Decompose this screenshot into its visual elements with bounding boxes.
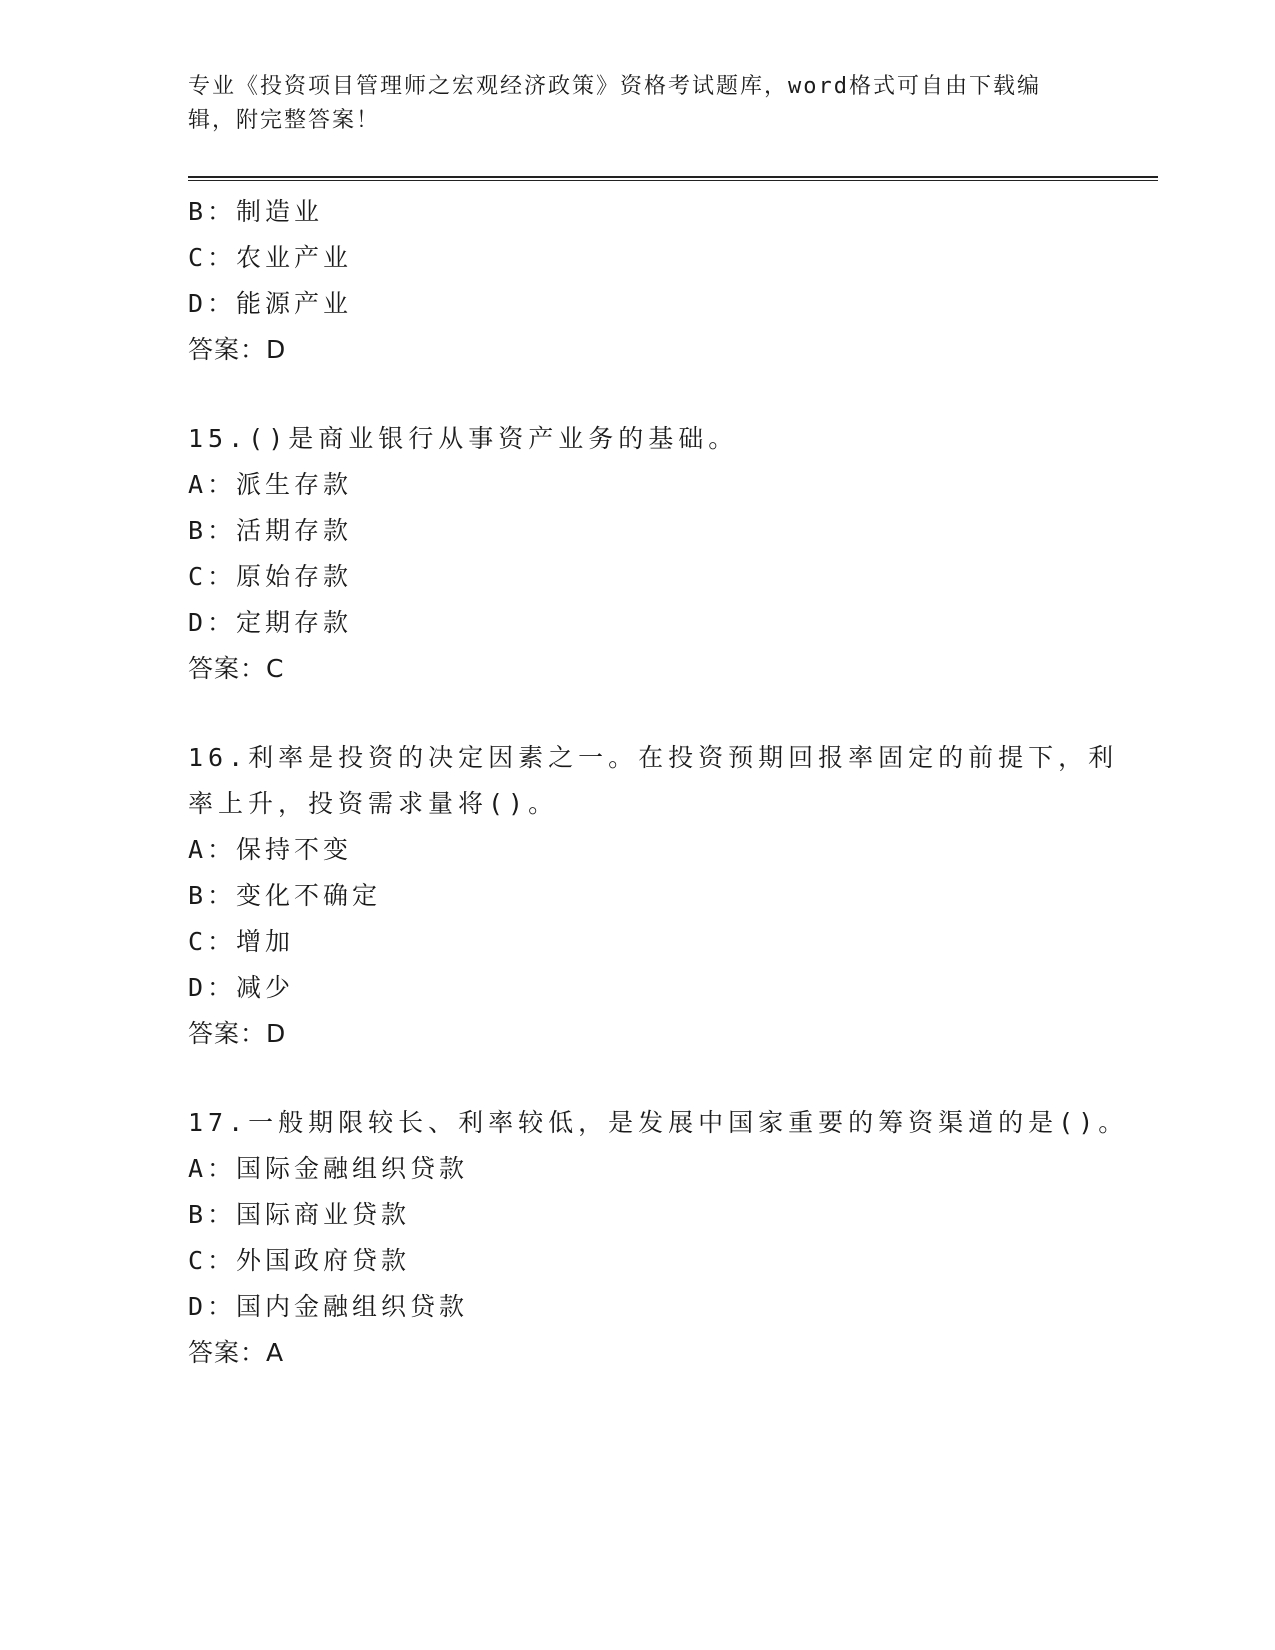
question-stem-line-2: 率上升，投资需求量将()。 bbox=[188, 789, 559, 818]
question-stem: 15.()是商业银行从事资产业务的基础。 bbox=[188, 424, 739, 453]
question-15 bbox=[188, 416, 1118, 692]
question-stem-line-1: 16.利率是投资的决定因素之一。在投资预期回报率固定的前提下，利 bbox=[188, 743, 1119, 772]
option-b: B：国际商业贷款 bbox=[188, 1200, 411, 1229]
option-c: C：农业产业 bbox=[188, 243, 353, 272]
answer-line: 答案：D bbox=[188, 1019, 287, 1048]
option-d: D：减少 bbox=[188, 973, 295, 1002]
header-line-1: 专业《投资项目管理师之宏观经济政策》资格考试题库，word格式可自由下载编 bbox=[188, 74, 1041, 99]
option-c: C：外国政府贷款 bbox=[188, 1246, 411, 1275]
question-list bbox=[188, 189, 1129, 1376]
option-d: D：国内金融组织贷款 bbox=[188, 1292, 469, 1321]
option-a: A：国际金融组织贷款 bbox=[188, 1154, 469, 1183]
option-b: B：活期存款 bbox=[188, 516, 353, 545]
question-stem: 17.一般期限较长、利率较低，是发展中国家重要的筹资渠道的是()。 bbox=[188, 1108, 1129, 1137]
option-a: A：保持不变 bbox=[188, 835, 353, 864]
answer-line: 答案：D bbox=[188, 335, 287, 364]
prev-question-block bbox=[188, 189, 1118, 373]
option-b: B：制造业 bbox=[188, 197, 324, 226]
header-line-2: 辑，附完整答案！ bbox=[188, 108, 381, 133]
option-d: D：定期存款 bbox=[188, 608, 353, 637]
question-16 bbox=[188, 735, 1118, 1057]
option-c: C：原始存款 bbox=[188, 562, 353, 591]
question-17 bbox=[188, 1100, 1129, 1376]
header-divider bbox=[188, 176, 1158, 181]
page-header bbox=[188, 70, 1088, 138]
option-a: A：派生存款 bbox=[188, 470, 353, 499]
option-c: C：增加 bbox=[188, 927, 295, 956]
option-d: D：能源产业 bbox=[188, 289, 353, 318]
answer-line: 答案：A bbox=[188, 1338, 285, 1367]
answer-line: 答案：C bbox=[188, 654, 285, 683]
option-b: B：变化不确定 bbox=[188, 881, 382, 910]
